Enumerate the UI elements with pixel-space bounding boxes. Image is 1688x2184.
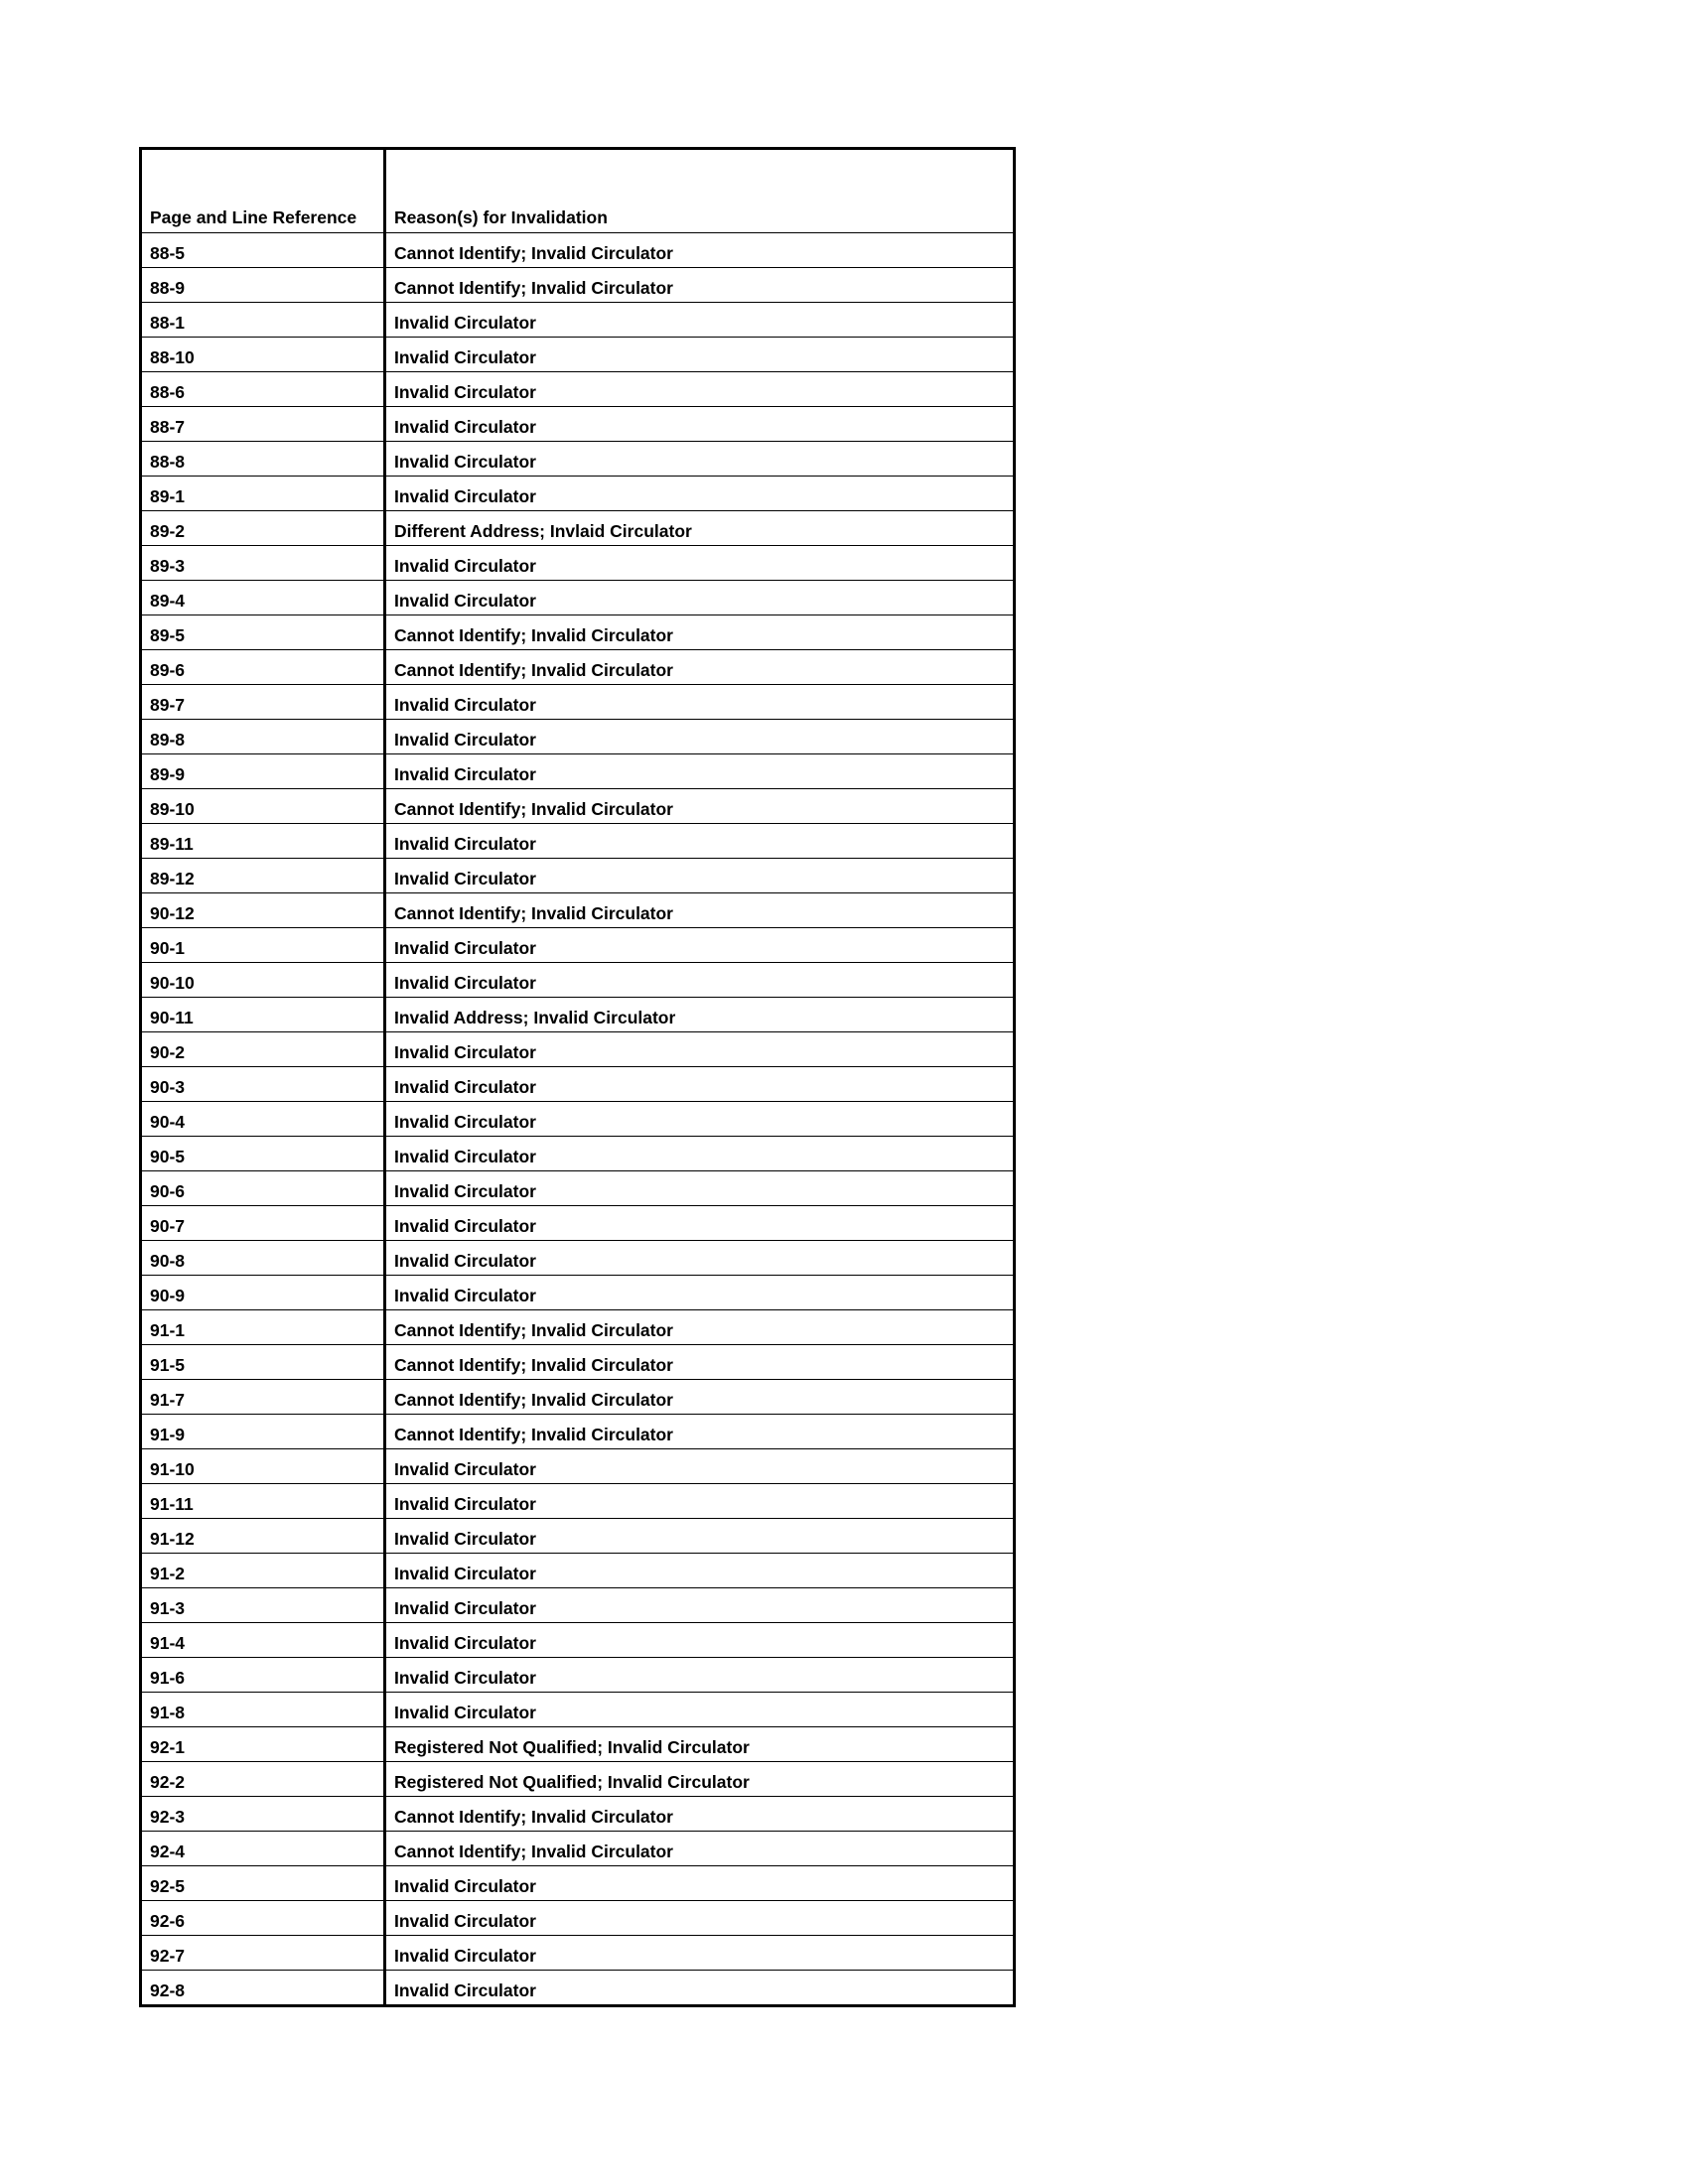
table-row	[141, 754, 1015, 789]
table-row	[141, 998, 1015, 1032]
cell-reason: Registered Not Qualified; Invalid Circulator	[385, 1762, 1015, 1797]
cell-page-line-reference: 90-3	[141, 1067, 385, 1102]
table-row	[141, 581, 1015, 615]
cell-page-line-reference: 92-3	[141, 1797, 385, 1832]
cell-page-line-reference: 92-5	[141, 1866, 385, 1901]
cell-reason: Invalid Circulator	[385, 1519, 1015, 1554]
table-row	[141, 824, 1015, 859]
cell-reason: Cannot Identify; Invalid Circulator	[385, 1380, 1015, 1415]
cell-page-line-reference: 89-11	[141, 824, 385, 859]
cell-reason: Cannot Identify; Invalid Circulator	[385, 1797, 1015, 1832]
cell-page-line-reference: 91-1	[141, 1310, 385, 1345]
cell-page-line-reference: 91-7	[141, 1380, 385, 1415]
cell-reason: Cannot Identify; Invalid Circulator	[385, 268, 1015, 303]
table-row	[141, 511, 1015, 546]
cell-reason: Cannot Identify; Invalid Circulator	[385, 789, 1015, 824]
cell-page-line-reference: 92-1	[141, 1727, 385, 1762]
cell-reason: Invalid Circulator	[385, 754, 1015, 789]
table-row	[141, 546, 1015, 581]
cell-reason: Invalid Circulator	[385, 1623, 1015, 1658]
table-body	[141, 233, 1015, 2006]
cell-reason: Cannot Identify; Invalid Circulator	[385, 1345, 1015, 1380]
table-header-row	[141, 149, 1015, 233]
cell-page-line-reference: 88-9	[141, 268, 385, 303]
cell-reason: Invalid Circulator	[385, 685, 1015, 720]
cell-reason: Invalid Circulator	[385, 1067, 1015, 1102]
table-row	[141, 720, 1015, 754]
table-row	[141, 1554, 1015, 1588]
table-row	[141, 1762, 1015, 1797]
cell-page-line-reference: 89-3	[141, 546, 385, 581]
table-row	[141, 1658, 1015, 1693]
table-row	[141, 1866, 1015, 1901]
cell-reason: Invalid Circulator	[385, 720, 1015, 754]
cell-reason: Invalid Circulator	[385, 477, 1015, 511]
table-row	[141, 685, 1015, 720]
table-row	[141, 1102, 1015, 1137]
cell-reason: Invalid Circulator	[385, 859, 1015, 893]
cell-reason: Invalid Circulator	[385, 1554, 1015, 1588]
column-header-reason: Reason(s) for Invalidation	[385, 149, 1015, 233]
cell-page-line-reference: 90-7	[141, 1206, 385, 1241]
table-row	[141, 1415, 1015, 1449]
cell-page-line-reference: 91-6	[141, 1658, 385, 1693]
cell-page-line-reference: 89-2	[141, 511, 385, 546]
cell-reason: Invalid Circulator	[385, 1102, 1015, 1137]
cell-page-line-reference: 89-9	[141, 754, 385, 789]
cell-reason: Invalid Circulator	[385, 546, 1015, 581]
cell-page-line-reference: 89-8	[141, 720, 385, 754]
cell-reason: Invalid Circulator	[385, 1241, 1015, 1276]
cell-reason: Invalid Circulator	[385, 1866, 1015, 1901]
cell-reason: Invalid Circulator	[385, 1449, 1015, 1484]
cell-reason: Cannot Identify; Invalid Circulator	[385, 615, 1015, 650]
table-row	[141, 859, 1015, 893]
table-row	[141, 1693, 1015, 1727]
table-row	[141, 1310, 1015, 1345]
cell-reason: Invalid Circulator	[385, 1032, 1015, 1067]
table-row	[141, 442, 1015, 477]
table-row	[141, 1241, 1015, 1276]
table-row	[141, 1276, 1015, 1310]
table-header	[141, 149, 1015, 233]
table-row	[141, 477, 1015, 511]
cell-reason: Invalid Circulator	[385, 1588, 1015, 1623]
cell-page-line-reference: 90-1	[141, 928, 385, 963]
table-row	[141, 268, 1015, 303]
cell-page-line-reference: 90-10	[141, 963, 385, 998]
table-row	[141, 1032, 1015, 1067]
cell-page-line-reference: 89-4	[141, 581, 385, 615]
cell-page-line-reference: 88-1	[141, 303, 385, 338]
table-row	[141, 1901, 1015, 1936]
cell-page-line-reference: 89-12	[141, 859, 385, 893]
cell-page-line-reference: 90-2	[141, 1032, 385, 1067]
cell-page-line-reference: 90-9	[141, 1276, 385, 1310]
cell-page-line-reference: 88-7	[141, 407, 385, 442]
cell-page-line-reference: 91-5	[141, 1345, 385, 1380]
cell-page-line-reference: 92-4	[141, 1832, 385, 1866]
cell-reason: Invalid Circulator	[385, 1971, 1015, 2006]
cell-reason: Cannot Identify; Invalid Circulator	[385, 1415, 1015, 1449]
table-row	[141, 1067, 1015, 1102]
table-row	[141, 233, 1015, 268]
cell-page-line-reference: 89-10	[141, 789, 385, 824]
cell-reason: Cannot Identify; Invalid Circulator	[385, 1832, 1015, 1866]
table-row	[141, 650, 1015, 685]
cell-page-line-reference: 92-2	[141, 1762, 385, 1797]
table-row	[141, 1206, 1015, 1241]
cell-reason: Invalid Circulator	[385, 372, 1015, 407]
cell-reason: Invalid Address; Invalid Circulator	[385, 998, 1015, 1032]
cell-reason: Invalid Circulator	[385, 1901, 1015, 1936]
table-row	[141, 372, 1015, 407]
table-row	[141, 1519, 1015, 1554]
cell-reason: Invalid Circulator	[385, 338, 1015, 372]
cell-reason: Cannot Identify; Invalid Circulator	[385, 650, 1015, 685]
invalidation-table	[139, 147, 1016, 2007]
cell-reason: Invalid Circulator	[385, 1276, 1015, 1310]
cell-page-line-reference: 90-8	[141, 1241, 385, 1276]
table-row	[141, 789, 1015, 824]
cell-page-line-reference: 89-1	[141, 477, 385, 511]
cell-reason: Invalid Circulator	[385, 1484, 1015, 1519]
cell-page-line-reference: 90-12	[141, 893, 385, 928]
table-row	[141, 1936, 1015, 1971]
cell-reason: Invalid Circulator	[385, 1936, 1015, 1971]
table-row	[141, 963, 1015, 998]
table-row	[141, 1171, 1015, 1206]
table-row	[141, 407, 1015, 442]
column-header-page-line-reference: Page and Line Reference	[141, 149, 385, 233]
cell-page-line-reference: 90-11	[141, 998, 385, 1032]
cell-reason: Cannot Identify; Invalid Circulator	[385, 233, 1015, 268]
cell-reason: Invalid Circulator	[385, 581, 1015, 615]
cell-reason: Invalid Circulator	[385, 963, 1015, 998]
cell-reason: Invalid Circulator	[385, 407, 1015, 442]
cell-reason: Invalid Circulator	[385, 1658, 1015, 1693]
table-row	[141, 1588, 1015, 1623]
cell-page-line-reference: 88-10	[141, 338, 385, 372]
table-row	[141, 1449, 1015, 1484]
cell-page-line-reference: 92-8	[141, 1971, 385, 2006]
table-row	[141, 928, 1015, 963]
cell-reason: Cannot Identify; Invalid Circulator	[385, 1310, 1015, 1345]
cell-page-line-reference: 91-4	[141, 1623, 385, 1658]
cell-reason: Invalid Circulator	[385, 824, 1015, 859]
table-row	[141, 1484, 1015, 1519]
cell-reason: Invalid Circulator	[385, 1137, 1015, 1171]
cell-reason: Registered Not Qualified; Invalid Circulator	[385, 1727, 1015, 1762]
cell-page-line-reference: 91-11	[141, 1484, 385, 1519]
cell-page-line-reference: 89-6	[141, 650, 385, 685]
cell-page-line-reference: 91-12	[141, 1519, 385, 1554]
table-row	[141, 1345, 1015, 1380]
table-row	[141, 1137, 1015, 1171]
cell-page-line-reference: 90-6	[141, 1171, 385, 1206]
cell-reason: Invalid Circulator	[385, 303, 1015, 338]
table-row	[141, 615, 1015, 650]
table-row	[141, 1971, 1015, 2006]
cell-page-line-reference: 91-9	[141, 1415, 385, 1449]
cell-reason: Invalid Circulator	[385, 928, 1015, 963]
table-row	[141, 1380, 1015, 1415]
table-row	[141, 1623, 1015, 1658]
cell-page-line-reference: 91-3	[141, 1588, 385, 1623]
cell-page-line-reference: 88-5	[141, 233, 385, 268]
table-row	[141, 893, 1015, 928]
table-row	[141, 303, 1015, 338]
cell-page-line-reference: 91-8	[141, 1693, 385, 1727]
invalidation-table-container	[139, 147, 1013, 2007]
table-row	[141, 1832, 1015, 1866]
cell-reason: Invalid Circulator	[385, 1206, 1015, 1241]
cell-reason: Invalid Circulator	[385, 1693, 1015, 1727]
cell-page-line-reference: 88-6	[141, 372, 385, 407]
cell-page-line-reference: 89-5	[141, 615, 385, 650]
cell-reason: Cannot Identify; Invalid Circulator	[385, 893, 1015, 928]
table-row	[141, 338, 1015, 372]
table-row	[141, 1797, 1015, 1832]
cell-reason: Invalid Circulator	[385, 442, 1015, 477]
cell-page-line-reference: 92-6	[141, 1901, 385, 1936]
table-row	[141, 1727, 1015, 1762]
cell-reason: Invalid Circulator	[385, 1171, 1015, 1206]
cell-page-line-reference: 88-8	[141, 442, 385, 477]
cell-page-line-reference: 92-7	[141, 1936, 385, 1971]
cell-reason: Different Address; Invlaid Circulator	[385, 511, 1015, 546]
cell-page-line-reference: 91-10	[141, 1449, 385, 1484]
cell-page-line-reference: 89-7	[141, 685, 385, 720]
cell-page-line-reference: 91-2	[141, 1554, 385, 1588]
cell-page-line-reference: 90-5	[141, 1137, 385, 1171]
cell-page-line-reference: 90-4	[141, 1102, 385, 1137]
